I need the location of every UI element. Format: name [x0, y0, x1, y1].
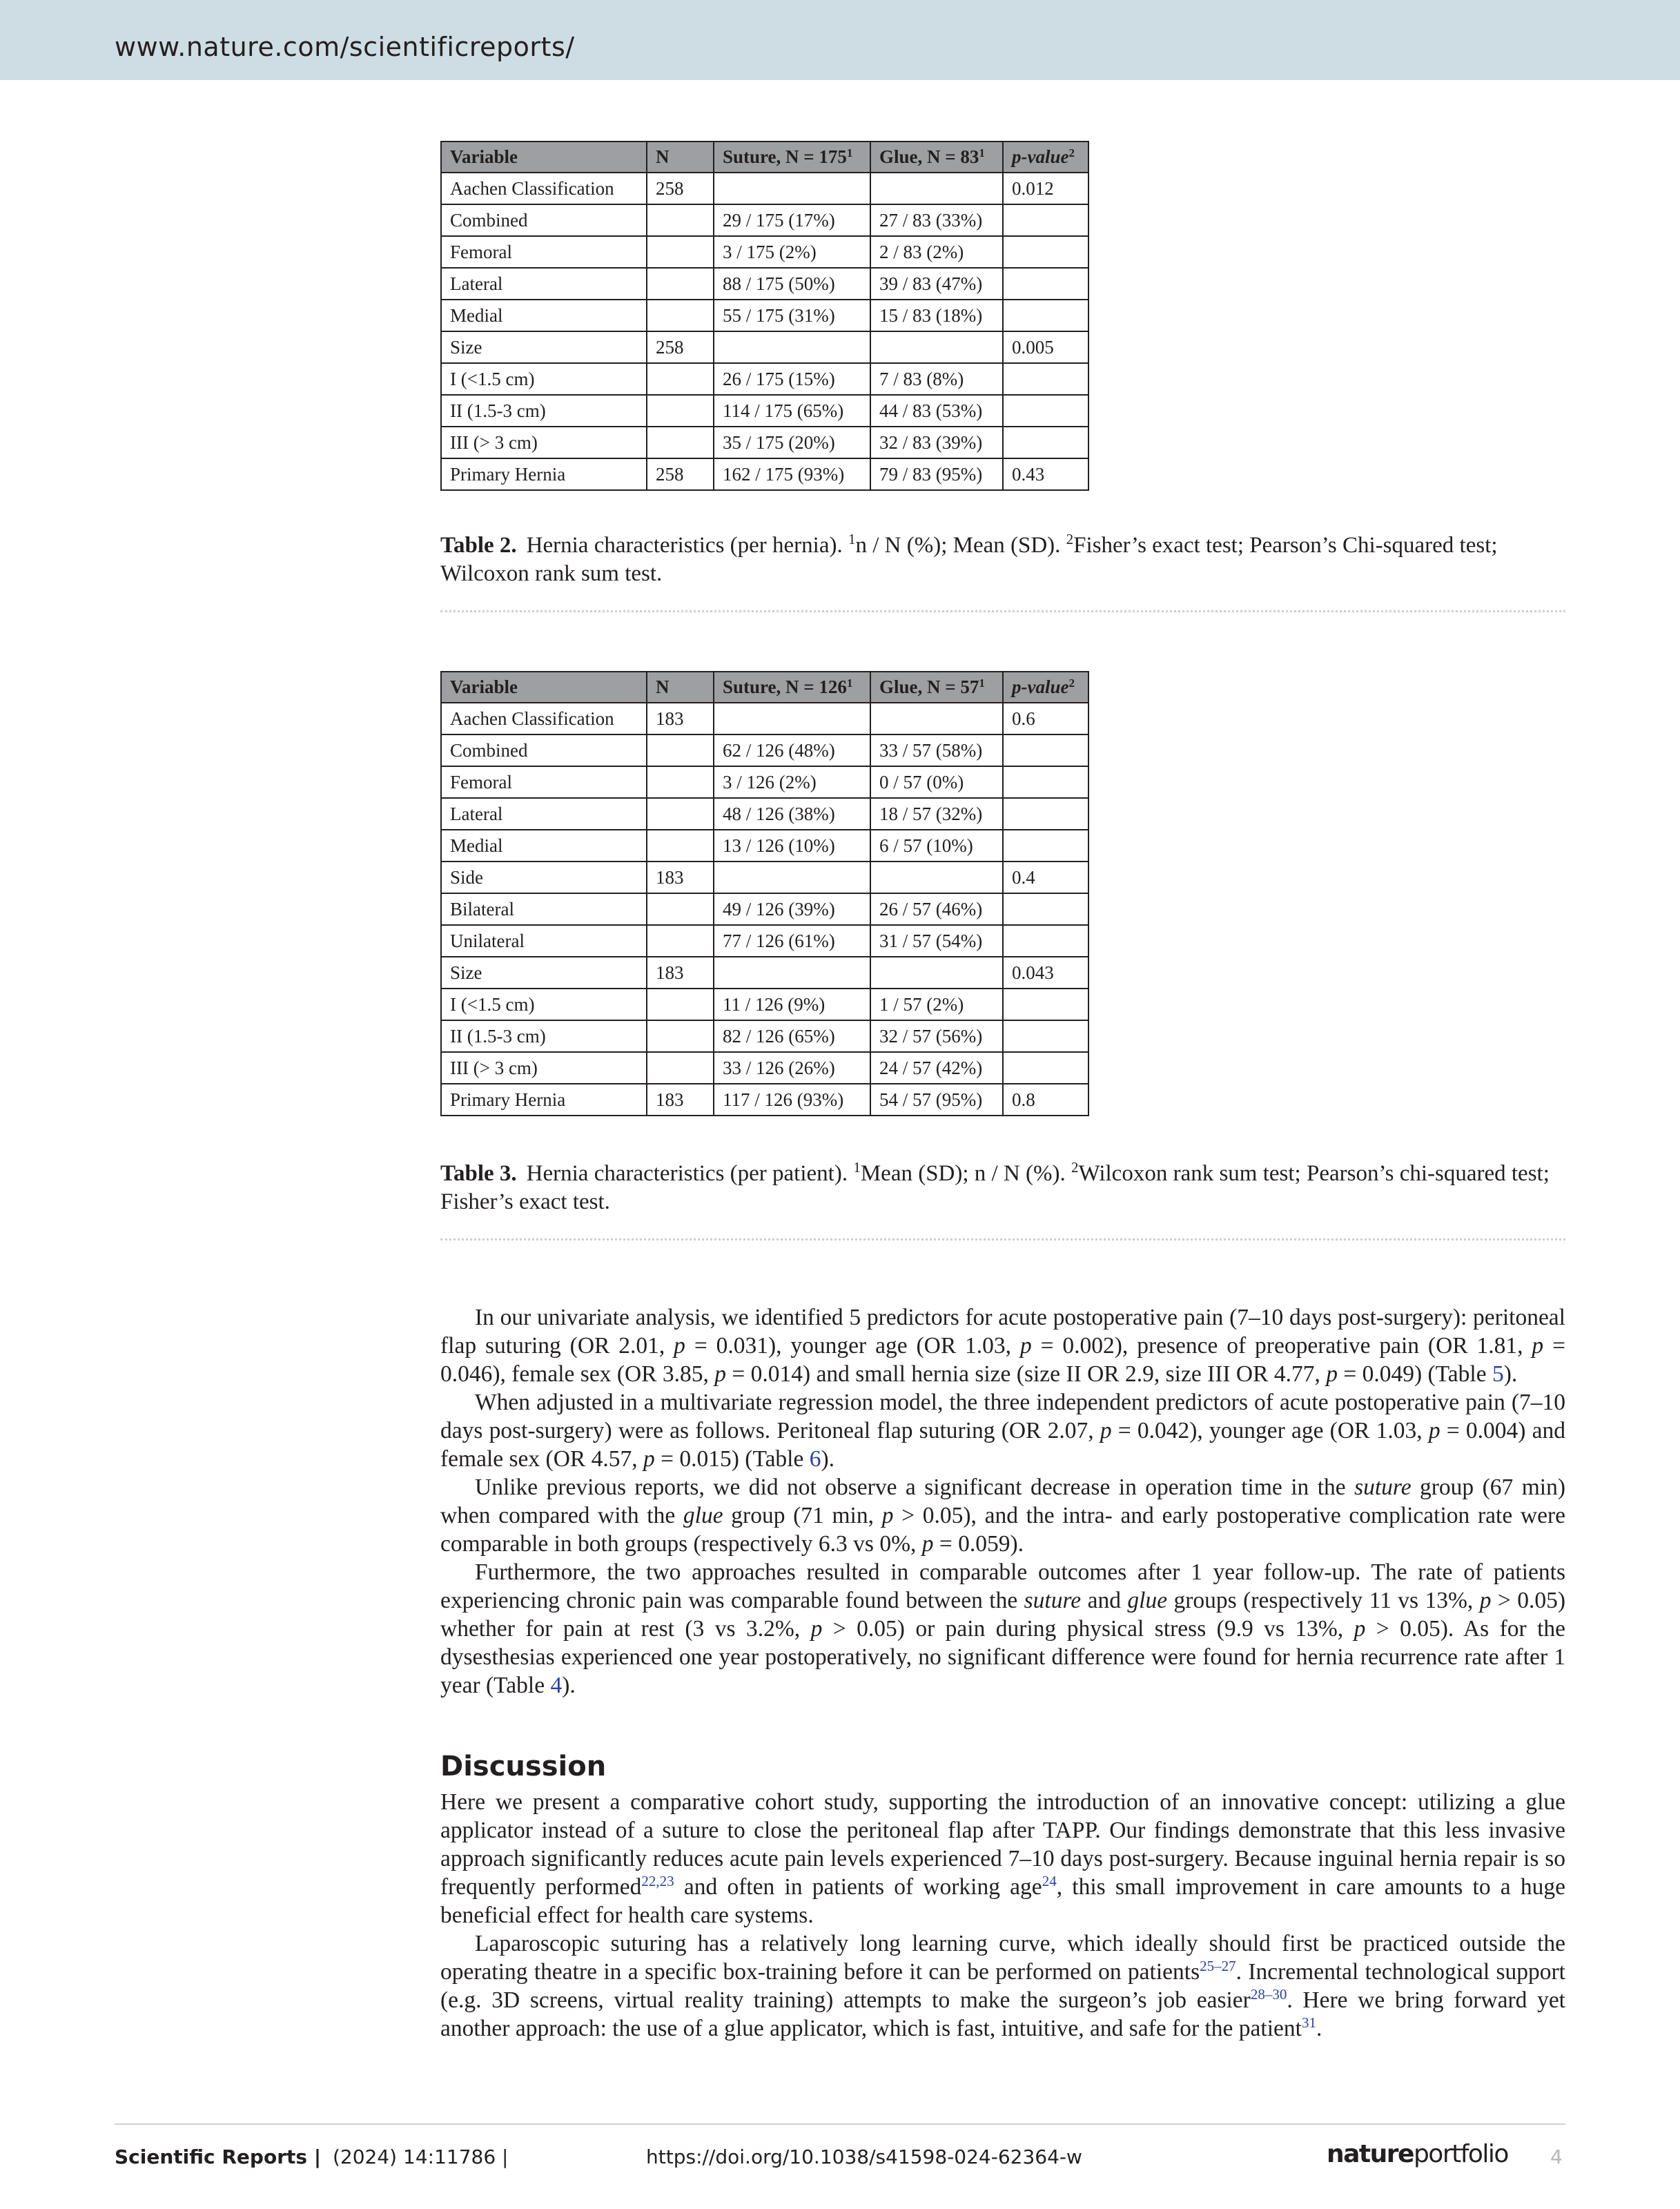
cell-pvalue — [1003, 1020, 1088, 1052]
table-header-row — [441, 672, 1088, 703]
footer-volume: (2024) 14:11786 | — [333, 2145, 509, 2168]
cell-pvalue: 0.6 — [1003, 703, 1088, 734]
cell-suture: 33 / 126 (26%) — [714, 1052, 870, 1084]
cell-n — [647, 236, 714, 268]
cell-variable: Femoral — [441, 766, 647, 798]
cell-n — [647, 363, 714, 395]
table-row — [441, 458, 1088, 490]
cell-suture — [714, 703, 870, 734]
cell-pvalue — [1003, 830, 1088, 862]
paragraph: When adjusted in a multivariate regression model, the three independent predictors of acute postoperative pain (7–10 days post-surgery) were as follows. Peritoneal flap suturing (OR 2.07, p = 0.042), younger age (OR 1.03, p = 0.004) and female sex (OR 4.57, p = 0.015) (Table 6). — [440, 1390, 1565, 1472]
table-header-row — [441, 142, 1088, 173]
nature-portfolio-logo: natureportfolio — [1327, 2140, 1508, 2168]
cell-glue: 32 / 57 (56%) — [870, 1020, 1003, 1052]
cell-suture: 13 / 126 (10%) — [714, 830, 870, 862]
table-row — [441, 331, 1088, 363]
journal-header-bar — [0, 0, 1680, 80]
cell-n: 183 — [647, 703, 714, 734]
cell-n — [647, 893, 714, 925]
cell-glue: 33 / 57 (58%) — [870, 734, 1003, 766]
col-suture: Suture, $N = 126^1$ — [714, 672, 870, 703]
cell-glue: 15 / 83 (18%) — [870, 300, 1003, 331]
cell-n — [647, 427, 714, 458]
table-row — [441, 204, 1088, 236]
table-2 — [440, 141, 1089, 491]
cell-n: 258 — [647, 458, 714, 490]
cell-variable: Lateral — [441, 798, 647, 830]
table-link[interactable]: 6 — [809, 1446, 821, 1472]
discussion-text — [440, 1788, 1565, 2043]
page-number: 4 — [1550, 2145, 1563, 2168]
cell-pvalue: 0.43 — [1003, 458, 1088, 490]
divider — [440, 610, 1565, 612]
table-row — [441, 766, 1088, 798]
caption-label: Table 3. — [440, 1161, 517, 1186]
cell-suture — [714, 957, 870, 989]
cell-suture: 48 / 126 (38%) — [714, 798, 870, 830]
cell-suture: 82 / 126 (65%) — [714, 1020, 870, 1052]
cell-glue: 44 / 83 (53%) — [870, 395, 1003, 427]
cell-n — [647, 268, 714, 300]
table-row — [441, 893, 1088, 925]
citation-link[interactable]: 24 — [1042, 1873, 1057, 1889]
cell-n: 183 — [647, 1084, 714, 1116]
table-row — [441, 173, 1088, 204]
table-row — [441, 236, 1088, 268]
cell-suture: 3 / 126 (2%) — [714, 766, 870, 798]
table-link[interactable]: 4 — [550, 1673, 563, 1698]
cell-suture: 117 / 126 (93%) — [714, 1084, 870, 1116]
cell-suture: 62 / 126 (48%) — [714, 734, 870, 766]
table-row — [441, 395, 1088, 427]
cell-suture: 35 / 175 (20%) — [714, 427, 870, 458]
cell-pvalue — [1003, 395, 1088, 427]
table-row — [441, 1084, 1088, 1116]
table-row — [441, 363, 1088, 395]
table-row — [441, 862, 1088, 893]
section-heading-discussion: Discussion — [440, 1751, 607, 1782]
cell-suture: 3 / 175 (2%) — [714, 236, 870, 268]
footer-journal: Scientific Reports | — [115, 2145, 322, 2168]
cell-variable: Aachen Classification — [441, 173, 647, 204]
table-row — [441, 703, 1088, 734]
paragraph: Laparoscopic suturing has a relatively long learning curve, which ideally should first be practiced outside the operating theatre in a specific box-training before it can be performed on patients$^{25-27}$. Incremental technological support (e.g. 3D screens, virtual reality training) attempts to make the surgeon’s job easier$^{28-30}$. Here we bring forward yet another approach: the use of a glue applicator, which is fast, intuitive, and safe for the patient$^{31}$. — [440, 1931, 1565, 2041]
cell-variable: Bilateral — [441, 893, 647, 925]
cell-pvalue — [1003, 766, 1088, 798]
cell-suture: 88 / 175 (50%) — [714, 268, 870, 300]
cell-pvalue — [1003, 427, 1088, 458]
cell-pvalue — [1003, 363, 1088, 395]
cell-variable: I (<1.5 cm) — [441, 363, 647, 395]
results-text — [440, 1303, 1565, 1700]
cell-pvalue — [1003, 268, 1088, 300]
cell-n — [647, 734, 714, 766]
table-row — [441, 957, 1088, 989]
cell-variable: II (1.5-3 cm) — [441, 1020, 647, 1052]
table-row — [441, 300, 1088, 331]
cell-glue: 79 / 83 (95%) — [870, 458, 1003, 490]
cell-n — [647, 798, 714, 830]
cell-variable: Side — [441, 862, 647, 893]
cell-suture: 49 / 126 (39%) — [714, 893, 870, 925]
cell-pvalue: 0.043 — [1003, 957, 1088, 989]
cell-glue — [870, 331, 1003, 363]
table-row — [441, 830, 1088, 862]
cell-n — [647, 766, 714, 798]
cell-glue: 54 / 57 (95%) — [870, 1084, 1003, 1116]
cell-variable: Lateral — [441, 268, 647, 300]
cell-glue: 1 / 57 (2%) — [870, 989, 1003, 1020]
paragraph: Here we present a comparative cohort study, supporting the introduction of an innovative concept: utilizing a glue applicator instead of a suture to close the peritoneal flap after TAPP. Our findings demonstrate that this less invasive approach significantly reduces acute pain levels experienced 7–10 days post-surgery. Because inguinal hernia repair is so frequently performed$^{22,23}$ and often in patients of working age$^{24}$, this small improvement in care amounts to a huge beneficial effect for health care systems. — [440, 1789, 1565, 1928]
citation-link[interactable]: 28–30 — [1250, 1986, 1287, 2003]
table-row — [441, 1052, 1088, 1084]
cell-suture — [714, 173, 870, 204]
cell-pvalue: 0.4 — [1003, 862, 1088, 893]
cell-n — [647, 830, 714, 862]
footer-doi-link[interactable]: https://doi.org/10.1038/s41598-024-62364-w — [646, 2145, 1082, 2168]
cell-n: 258 — [647, 331, 714, 363]
col-pvalue: p-value$^2$ — [1003, 142, 1088, 173]
cell-pvalue — [1003, 989, 1088, 1020]
cell-suture: 77 / 126 (61%) — [714, 925, 870, 957]
cell-pvalue: 0.005 — [1003, 331, 1088, 363]
cell-glue: 7 / 83 (8%) — [870, 363, 1003, 395]
citation-link[interactable]: 31 — [1301, 2014, 1316, 2031]
cell-n: 183 — [647, 862, 714, 893]
cell-pvalue — [1003, 300, 1088, 331]
table-3-caption: Table 3. Hernia characteristics (per patient). $^1$Mean (SD); n / N (%). $^2$Wilcoxon rank sum test; Pearson’s chi-squared test; Fisher’s exact test. — [440, 1159, 1550, 1214]
table-row — [441, 989, 1088, 1020]
cell-suture — [714, 331, 870, 363]
cell-n: 183 — [647, 957, 714, 989]
col-suture: Suture, $N = 175^1$ — [714, 142, 870, 173]
cell-glue: 26 / 57 (46%) — [870, 893, 1003, 925]
cell-variable: II (1.5-3 cm) — [441, 395, 647, 427]
paragraph: Unlike previous reports, we did not observe a significant decrease in operation time in the suture group (67 min) when compared with the glue group (71 min, p > 0.05), and the intra- and early postoperative complication rate were comparable in both groups (respectively 6.3 vs 0%, p = 0.059). — [440, 1475, 1565, 1557]
cell-suture: 55 / 175 (31%) — [714, 300, 870, 331]
paragraph: Furthermore, the two approaches resulted in comparable outcomes after 1 year follow-up. The rate of patients experiencing chronic pain was comparable found between the suture and glue groups (respectively 11 vs 13%, p > 0.05) whether for pain at rest (3 vs 3.2%, p > 0.05) or pain during physical stress (9.9 vs 13%, p > 0.05). As for the dysesthesias experienced one year postoperatively, no significant difference were found for hernia recurrence rate after 1 year (Table 4). — [440, 1559, 1565, 1698]
table-row — [441, 734, 1088, 766]
caption-label: Table 2. — [440, 533, 517, 558]
cell-pvalue: 0.8 — [1003, 1084, 1088, 1116]
col-pvalue: p-value$^2$ — [1003, 672, 1088, 703]
cell-glue — [870, 862, 1003, 893]
cell-glue — [870, 703, 1003, 734]
cell-glue: 27 / 83 (33%) — [870, 204, 1003, 236]
table-row — [441, 925, 1088, 957]
footer-rule — [115, 2123, 1565, 2125]
cell-variable: Medial — [441, 300, 647, 331]
cell-variable: Size — [441, 957, 647, 989]
cell-variable: Femoral — [441, 236, 647, 268]
table-2-caption: Table 2. Hernia characteristics (per hernia). $^1$n / N (%); Mean (SD). $^2$Fisher’s exact test; Pearson’s Chi-squared test; Wilcoxon rank sum test. — [440, 531, 1498, 586]
cell-variable: Combined — [441, 734, 647, 766]
cell-n — [647, 989, 714, 1020]
col-glue: Glue, $N = 57^1$ — [870, 672, 1003, 703]
cell-n — [647, 300, 714, 331]
cell-variable: I (<1.5 cm) — [441, 989, 647, 1020]
cell-glue: 39 / 83 (47%) — [870, 268, 1003, 300]
cell-variable: III (> 3 cm) — [441, 427, 647, 458]
col-variable: Variable — [441, 142, 647, 173]
cell-n — [647, 925, 714, 957]
cell-n — [647, 1020, 714, 1052]
col-n: N — [647, 142, 714, 173]
col-variable: Variable — [441, 672, 647, 703]
cell-pvalue — [1003, 236, 1088, 268]
cell-pvalue — [1003, 893, 1088, 925]
cell-n — [647, 395, 714, 427]
divider — [440, 1238, 1565, 1240]
table-link[interactable]: 5 — [1492, 1361, 1504, 1387]
cell-glue — [870, 957, 1003, 989]
cell-variable: Size — [441, 331, 647, 363]
cell-variable: Aachen Classification — [441, 703, 647, 734]
cell-pvalue — [1003, 925, 1088, 957]
cell-glue: 32 / 83 (39%) — [870, 427, 1003, 458]
col-glue: Glue, $N = 83^1$ — [870, 142, 1003, 173]
cell-suture: 162 / 175 (93%) — [714, 458, 870, 490]
cell-suture — [714, 862, 870, 893]
table-row — [441, 1020, 1088, 1052]
cell-glue — [870, 173, 1003, 204]
citation-link[interactable]: 22,23 — [641, 1873, 674, 1889]
journal-url[interactable]: www.nature.com/scientificreports/ — [115, 32, 575, 62]
cell-glue: 0 / 57 (0%) — [870, 766, 1003, 798]
cell-suture: 29 / 175 (17%) — [714, 204, 870, 236]
cell-variable: Unilateral — [441, 925, 647, 957]
cell-suture: 114 / 175 (65%) — [714, 395, 870, 427]
cell-glue: 24 / 57 (42%) — [870, 1052, 1003, 1084]
cell-variable: Medial — [441, 830, 647, 862]
table-row — [441, 427, 1088, 458]
cell-pvalue — [1003, 204, 1088, 236]
table-row — [441, 798, 1088, 830]
table-3 — [440, 671, 1089, 1116]
cell-variable: III (> 3 cm) — [441, 1052, 647, 1084]
cell-suture: 11 / 126 (9%) — [714, 989, 870, 1020]
cell-n — [647, 1052, 714, 1084]
cell-pvalue — [1003, 798, 1088, 830]
col-n: N — [647, 672, 714, 703]
paragraph: In our univariate analysis, we identified 5 predictors for acute postoperative pain (7–10 days post-surgery): peritoneal flap suturing (OR 2.01, p = 0.031), younger age (OR 1.03, p = 0.002), presence of preoperative pain (OR 1.81, p = 0.046), female sex (OR 3.85, p = 0.014) and small hernia size (size II OR 2.9, size III OR 4.77, p = 0.049) (Table 5). — [440, 1305, 1565, 1387]
cell-n: 258 — [647, 173, 714, 204]
cell-variable: Combined — [441, 204, 647, 236]
cell-glue: 6 / 57 (10%) — [870, 830, 1003, 862]
cell-glue: 18 / 57 (32%) — [870, 798, 1003, 830]
cell-suture: 26 / 175 (15%) — [714, 363, 870, 395]
cell-glue: 2 / 83 (2%) — [870, 236, 1003, 268]
cell-glue: 31 / 57 (54%) — [870, 925, 1003, 957]
table-row — [441, 268, 1088, 300]
cell-pvalue: 0.012 — [1003, 173, 1088, 204]
cell-variable: Primary Hernia — [441, 1084, 647, 1116]
cell-pvalue — [1003, 1052, 1088, 1084]
citation-link[interactable]: 25–27 — [1200, 1958, 1236, 1974]
cell-pvalue — [1003, 734, 1088, 766]
cell-variable: Primary Hernia — [441, 458, 647, 490]
cell-n — [647, 204, 714, 236]
